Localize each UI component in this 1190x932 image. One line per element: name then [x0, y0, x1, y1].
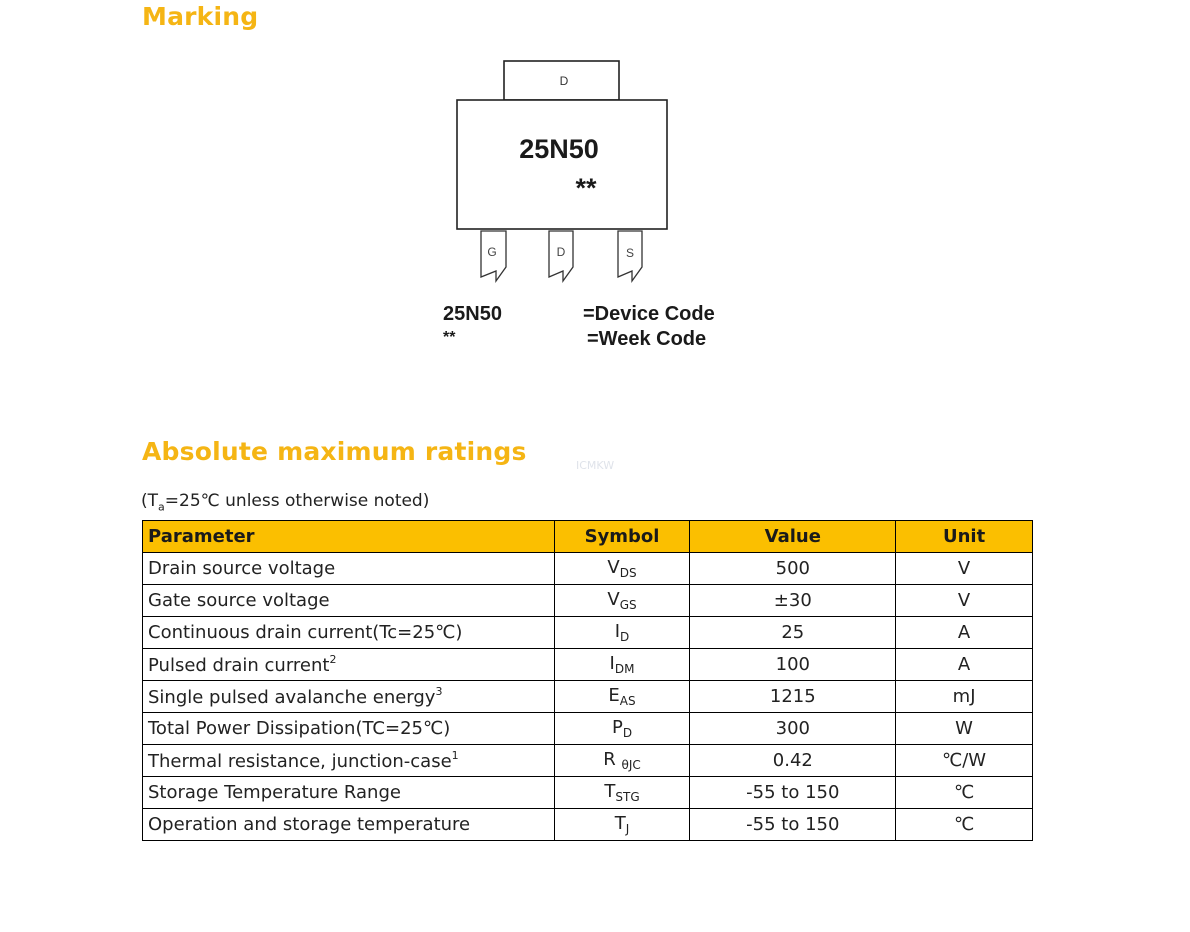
cell-unit: ℃/W [896, 745, 1033, 777]
package-marking-diagram [430, 55, 760, 365]
week-code-marking: ** [575, 173, 597, 203]
cell-value: 100 [690, 649, 896, 681]
cell-parameter [143, 809, 555, 841]
symbol-subscript: J [625, 821, 630, 836]
column-header-symbol: Symbol [554, 521, 690, 553]
footnote-marker: 1 [451, 749, 459, 762]
cell-symbol [554, 681, 690, 713]
table-row [143, 745, 1033, 777]
conditions-suffix: =25℃ unless otherwise noted) [164, 491, 430, 511]
ratings-section-title: Absolute maximum ratings [142, 437, 527, 466]
pin-label-drain: D [556, 245, 566, 259]
tab-label: D [559, 74, 569, 88]
package-body [457, 100, 667, 229]
parameter-text: Gate source voltage [148, 589, 330, 611]
footnote-marker: 3 [435, 685, 443, 698]
legend-desc-week: =Week Code [587, 328, 707, 350]
cell-symbol [554, 585, 690, 617]
cell-value: ±30 [690, 585, 896, 617]
package-outline-drawing [430, 55, 760, 365]
symbol-subscript: DS [619, 565, 637, 580]
cell-unit: V [896, 553, 1033, 585]
table-row [143, 777, 1033, 809]
cell-parameter [143, 713, 555, 745]
parameter-text: Single pulsed avalanche energy [148, 687, 436, 708]
cell-symbol [554, 745, 690, 777]
test-conditions-note [141, 491, 429, 513]
cell-value: 300 [690, 713, 896, 745]
symbol-subscript: D [620, 629, 630, 644]
cell-value: -55 to 150 [690, 777, 896, 809]
parameter-text: Continuous drain current(Tc=25℃) [148, 621, 463, 643]
cell-unit: V [896, 585, 1033, 617]
parameter-text: Storage Temperature Range [148, 781, 401, 803]
parameter-text: Total Power Dissipation(TC=25℃) [148, 717, 451, 739]
cell-value: 500 [690, 553, 896, 585]
pin-label-gate: G [487, 245, 497, 259]
cell-value: 0.42 [690, 745, 896, 777]
table-row [143, 617, 1033, 649]
cell-parameter [143, 553, 555, 585]
cell-parameter [143, 585, 555, 617]
symbol-subscript: STG [615, 789, 640, 804]
cell-unit: ℃ [896, 809, 1033, 841]
symbol-subscript: AS [619, 693, 636, 708]
cell-unit: A [896, 617, 1033, 649]
table-body [143, 553, 1033, 841]
symbol-subscript: θJC [621, 757, 641, 772]
symbol-letter: E [608, 684, 620, 706]
symbol-subscript: D [622, 725, 633, 740]
device-code-marking: 25N50 [519, 134, 599, 164]
parameter-text: Pulsed drain current [148, 655, 330, 676]
legend-desc-device: =Device Code [583, 303, 715, 325]
parameter-text: Thermal resistance, junction-case [148, 751, 452, 772]
table-row [143, 713, 1033, 745]
cell-symbol [554, 553, 690, 585]
cell-value: 25 [690, 617, 896, 649]
cell-parameter [143, 681, 555, 713]
cell-symbol [554, 809, 690, 841]
cell-symbol [554, 777, 690, 809]
symbol-subscript: DM [614, 661, 635, 676]
parameter-text: Drain source voltage [148, 557, 336, 579]
legend-code-device: 25N50 [443, 303, 502, 325]
cell-unit: mJ [896, 681, 1033, 713]
symbol-letter: R [603, 748, 622, 770]
symbol-subscript: GS [619, 597, 637, 612]
table-row [143, 681, 1033, 713]
parameter-text: Operation and storage temperature [148, 813, 471, 835]
cell-unit: ℃ [896, 777, 1033, 809]
table-row [143, 809, 1033, 841]
cell-symbol [554, 617, 690, 649]
symbol-letter: I [614, 620, 621, 642]
conditions-prefix: (T [141, 491, 159, 511]
table-row [143, 585, 1033, 617]
cell-unit: W [896, 713, 1033, 745]
cell-unit: A [896, 649, 1033, 681]
watermark-text: ICMKW [576, 459, 615, 472]
table-row [143, 553, 1033, 585]
marking-section-title: Marking [142, 2, 259, 31]
pin-label-source: S [625, 246, 635, 260]
symbol-letter: T [604, 780, 616, 802]
symbol-letter: T [614, 812, 626, 834]
conditions-subscript: a [158, 500, 165, 514]
column-header-value: Value [690, 521, 896, 553]
cell-symbol [554, 649, 690, 681]
cell-parameter [143, 745, 555, 777]
column-header-parameter: Parameter [143, 521, 555, 553]
symbol-letter: V [607, 556, 620, 578]
symbol-letter: P [611, 716, 623, 738]
table-row [143, 649, 1033, 681]
cell-value: -55 to 150 [690, 809, 896, 841]
cell-parameter [143, 777, 555, 809]
absolute-maximum-ratings-table [142, 520, 1033, 841]
symbol-letter: V [607, 588, 620, 610]
cell-value: 1215 [690, 681, 896, 713]
cell-symbol [554, 713, 690, 745]
legend-code-week: ** [443, 329, 456, 346]
cell-parameter [143, 617, 555, 649]
column-header-unit: Unit [896, 521, 1033, 553]
cell-parameter [143, 649, 555, 681]
table-header-row [143, 521, 1033, 553]
footnote-marker: 2 [329, 653, 337, 666]
symbol-letter: I [609, 652, 615, 674]
